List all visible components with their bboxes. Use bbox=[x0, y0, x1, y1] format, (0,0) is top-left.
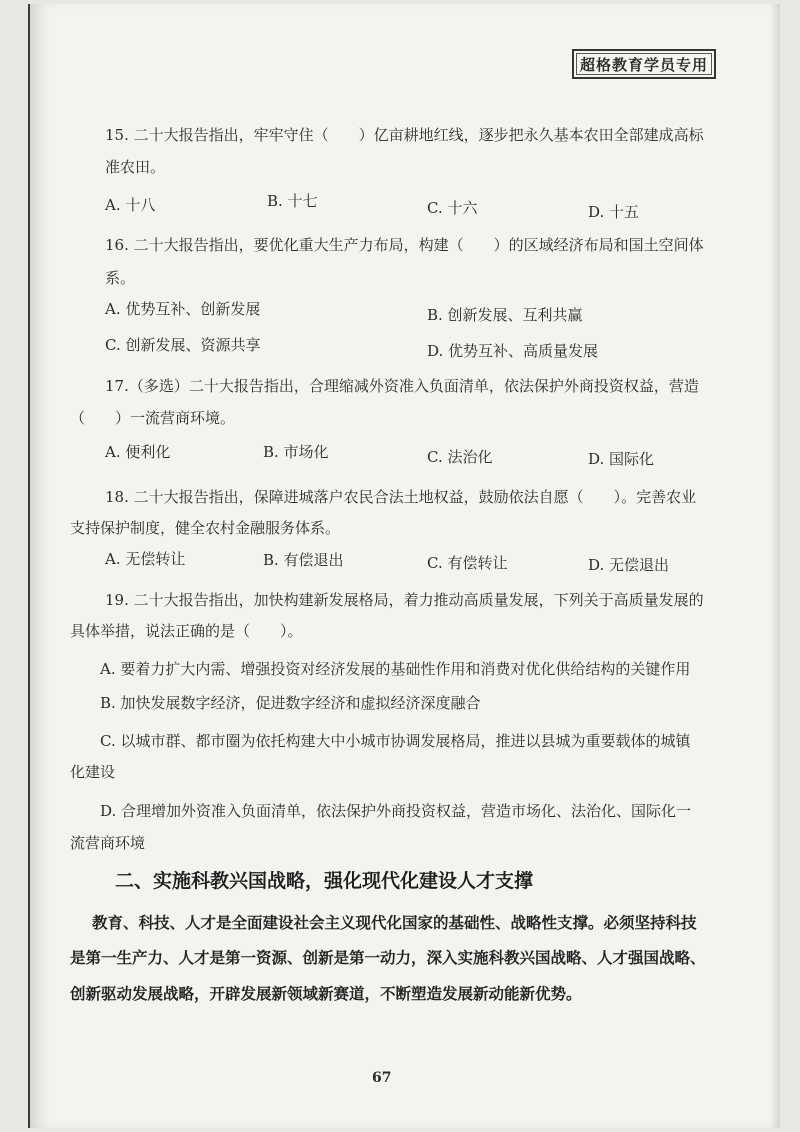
q17-option-b: B. 市场化 bbox=[263, 443, 329, 461]
q15-stem-line1: 15. 二十大报告指出，牢牢守住（ ）亿亩耕地红线，逐步把永久基本农田全部建成高标 bbox=[105, 126, 704, 144]
q16-option-c: C. 创新发展、资源共享 bbox=[105, 336, 261, 354]
q19-option-d-line2: 流营商环境 bbox=[70, 834, 146, 852]
q16-stem-line2: 系。 bbox=[105, 269, 136, 287]
q19-option-b: B. 加快发展数字经济，促进数字经济和虚拟经济深度融合 bbox=[100, 694, 481, 712]
q18-stem-line1: 18. 二十大报告指出，保障进城落户农民合法土地权益，鼓励依法自愿（ ）。完善农业 bbox=[105, 488, 697, 506]
q18-option-c: C. 有偿转让 bbox=[427, 554, 508, 572]
q17-stem-line1: 17.（多选）二十大报告指出，合理缩减外资准入负面清单，依法保护外商投资权益，营造 bbox=[105, 377, 699, 395]
q16-option-b: B. 创新发展、互利共赢 bbox=[427, 306, 583, 324]
q17-stem-line2: （ ）一流营商环境。 bbox=[70, 409, 236, 427]
q19-option-d-line1: D. 合理增加外资准入负面清单，依法保护外商投资权益，营造市场化、法治化、国际化一 bbox=[100, 802, 692, 820]
q19-option-c-line2: 化建设 bbox=[70, 763, 116, 781]
section-heading: 二、实施科教兴国战略，强化现代化建设人才支撑 bbox=[115, 870, 534, 892]
section-paragraph-line2: 是第一生产力、人才是第一资源、创新是第一动力，深入实施科教兴国战略、人才强国战略、 bbox=[70, 948, 706, 967]
q18-option-a: A. 无偿转让 bbox=[105, 550, 186, 568]
q17-option-a: A. 便利化 bbox=[105, 443, 171, 461]
q15-option-d: D. 十五 bbox=[588, 203, 640, 221]
q16-option-d: D. 优势互补、高质量发展 bbox=[427, 342, 599, 360]
q15-option-a: A. 十八 bbox=[105, 196, 156, 214]
q15-option-b: B. 十七 bbox=[267, 192, 318, 210]
q19-option-a: A. 要着力扩大内需、增强投资对经济发展的基础性作用和消费对优化供给结构的关键作用 bbox=[100, 660, 691, 678]
q16-option-a: A. 优势互补、创新发展 bbox=[105, 300, 261, 318]
q19-stem-line1: 19. 二十大报告指出，加快构建新发展格局，着力推动高质量发展，下列关于高质量发展的 bbox=[105, 591, 704, 609]
watermark-badge: 超格教育学员专用 bbox=[572, 49, 716, 79]
q15-option-c: C. 十六 bbox=[427, 199, 478, 217]
q16-stem-line1: 16. 二十大报告指出，要优化重大生产力布局，构建（ ）的区域经济布局和国土空间体 bbox=[105, 236, 704, 254]
section-paragraph-line1: 教育、科技、人才是全面建设社会主义现代化国家的基础性、战略性支撑。必须坚持科技 bbox=[92, 913, 697, 932]
q18-stem-line2: 支持保护制度，健全农村金融服务体系。 bbox=[70, 519, 341, 537]
q18-option-d: D. 无偿退出 bbox=[588, 556, 670, 574]
q15-stem-line2: 准农田。 bbox=[105, 158, 166, 176]
q19-stem-line2: 具体举措，说法正确的是（ ）。 bbox=[70, 622, 303, 640]
q18-option-b: B. 有偿退出 bbox=[263, 551, 344, 569]
q19-option-c-line1: C. 以城市群、都市圈为依托构建大中小城市协调发展格局，推进以县城为重要载体的城镇 bbox=[100, 732, 691, 750]
scan-shadow bbox=[770, 4, 780, 1128]
page-number: 67 bbox=[372, 1070, 392, 1086]
document-page bbox=[28, 4, 780, 1128]
q17-option-d: D. 国际化 bbox=[588, 450, 655, 468]
q17-option-c: C. 法治化 bbox=[427, 448, 493, 466]
section-paragraph-line3: 创新驱动发展战略，开辟发展新领域新赛道，不断塑造发展新动能新优势。 bbox=[70, 984, 582, 1003]
